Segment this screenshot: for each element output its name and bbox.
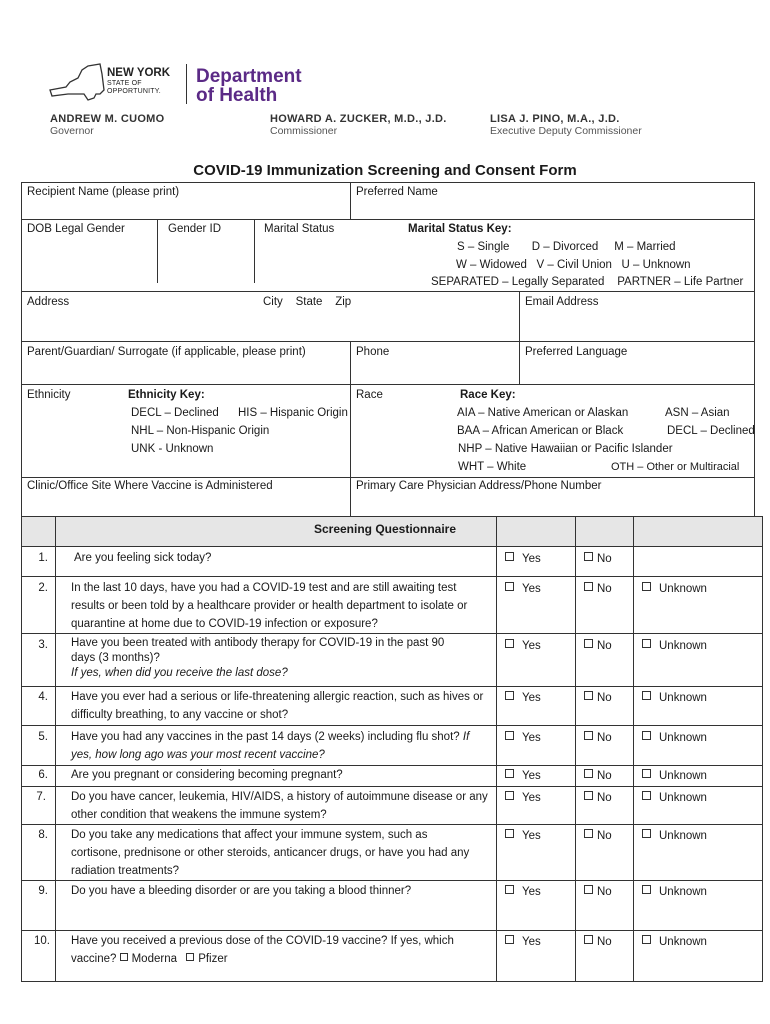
dob-legal-gender-field[interactable]: DOB Legal Gender [27, 223, 125, 235]
q9-unknown-checkbox[interactable]: Unknown [642, 885, 707, 898]
question-number: 4. [38, 691, 48, 703]
clinic-site-field[interactable]: Clinic/Office Site Where Vaccine is Administered [27, 480, 273, 492]
question-text: In the last 10 days, have you had a COVID-19 test and are still awaiting test results or been told by a healthcare provider or health department to isolate or quarantine at home due to COVID-19 infection or exposure? [71, 582, 468, 630]
q7-yes-checkbox[interactable]: Yes [505, 791, 541, 804]
email-field[interactable]: Email Address [525, 296, 599, 308]
ethnicity-key-line: UNK - Unknown [131, 443, 214, 455]
q9-no-checkbox[interactable]: No [584, 885, 612, 898]
q6-yes-checkbox[interactable]: Yes [505, 769, 541, 782]
question-text: Have you been treated with antibody therapy for COVID-19 in the past 90 days (3 months)? If yes, when did you receive the last dose? [71, 637, 445, 679]
guardian-field[interactable]: Parent/Guardian/ Surrogate (if applicable, please print) [27, 346, 306, 358]
preferred-name-field[interactable]: Preferred Name [356, 186, 438, 198]
marital-key-line: S – Single D – Divorced M – Married [457, 241, 676, 253]
question-number: 9. [38, 885, 48, 897]
q10-unknown-checkbox[interactable]: Unknown [642, 935, 707, 948]
question-number: 6. [38, 769, 48, 781]
marital-status-field[interactable]: Marital Status [264, 223, 335, 235]
q5-yes-checkbox[interactable]: Yes [505, 731, 541, 744]
question-text: Do you have cancer, leukemia, HIV/AIDS, a history of autoimmune disease or any other condition that weakens the immune system? [71, 791, 488, 821]
q1-yes-checkbox[interactable]: Yes [505, 552, 541, 565]
ethnicity-key-line: DECL – Declined HIS – Hispanic Origin [131, 407, 348, 419]
race-field[interactable]: Race [356, 389, 383, 401]
q4-unknown-checkbox[interactable]: Unknown [642, 691, 707, 704]
question-number: 8. [38, 829, 48, 841]
q7-no-checkbox[interactable]: No [584, 791, 612, 804]
state-logo-subtitle: STATE OF OPPORTUNITY. [107, 80, 161, 95]
question-number: 10. [34, 935, 50, 947]
q6-no-checkbox[interactable]: No [584, 769, 612, 782]
question-number: 7. [36, 791, 46, 803]
race-key-line: NHP – Native Hawaiian or Pacific Islander [458, 443, 673, 455]
race-key-line: BAA – African American or Black [457, 425, 624, 437]
q2-yes-checkbox[interactable]: Yes [505, 582, 541, 595]
city-state-zip-field[interactable]: City State Zip [263, 296, 352, 308]
question-text: Are you pregnant or considering becoming pregnant? [71, 769, 343, 781]
marital-key-line: W – Widowed V – Civil Union U – Unknown [456, 259, 691, 271]
recipient-name-field[interactable]: Recipient Name (please print) [27, 186, 180, 198]
ethnicity-field[interactable]: Ethnicity [27, 389, 71, 401]
q10-yes-checkbox[interactable]: Yes [505, 935, 541, 948]
question-number: 2. [38, 582, 48, 594]
race-key-line: AIA – Native American or Alaskan [457, 407, 629, 419]
race-key-title: Race Key: [460, 389, 516, 401]
question-text: Have you received a previous dose of the COVID-19 vaccine? If yes, which vaccine? Moderna Pfizer [71, 935, 454, 965]
q2-no-checkbox[interactable]: No [584, 582, 612, 595]
q7-unknown-checkbox[interactable]: Unknown [642, 791, 707, 804]
question-text: Have you ever had a serious or life-threatening allergic reaction, such as hives or difficulty breathing, to any vaccine or shot? [71, 691, 484, 721]
pfizer-checkbox[interactable]: Pfizer [186, 953, 227, 965]
race-key-line: OTH – Other or Multiracial [611, 461, 740, 473]
q2-unknown-checkbox[interactable]: Unknown [642, 582, 707, 595]
marital-status-key-title: Marital Status Key: [408, 223, 512, 235]
race-key-line: WHT – White [458, 461, 527, 473]
q1-no-checkbox[interactable]: No [584, 552, 612, 565]
state-logo-title: NEW YORK [107, 67, 171, 79]
department-of-health-logo: Department of Health [196, 66, 302, 106]
q8-unknown-checkbox[interactable]: Unknown [642, 829, 707, 842]
ethnicity-key-title: Ethnicity Key: [128, 389, 205, 401]
q10-no-checkbox[interactable]: No [584, 935, 612, 948]
moderna-checkbox[interactable]: Moderna [120, 953, 177, 965]
new-york-state-map-icon [48, 60, 106, 102]
phone-field[interactable]: Phone [356, 346, 390, 358]
q9-yes-checkbox[interactable]: Yes [505, 885, 541, 898]
question-text: Do you have a bleeding disorder or are you taking a blood thinner? [71, 885, 412, 897]
q8-no-checkbox[interactable]: No [584, 829, 612, 842]
race-key-line: DECL – Declined [667, 425, 755, 437]
q3-unknown-checkbox[interactable]: Unknown [642, 639, 707, 652]
gender-id-field[interactable]: Gender ID [168, 223, 222, 235]
pcp-field[interactable]: Primary Care Physician Address/Phone Number [356, 480, 602, 492]
ethnicity-key-line: NHL – Non-Hispanic Origin [131, 425, 270, 437]
q5-unknown-checkbox[interactable]: Unknown [642, 731, 707, 744]
q6-unknown-checkbox[interactable]: Unknown [642, 769, 707, 782]
q4-yes-checkbox[interactable]: Yes [505, 691, 541, 704]
question-text: Do you take any medications that affect your immune system, such as cortisone, prednisone or other steroids, anticancer drugs, or have you had any radiation treatments? [71, 829, 470, 877]
q3-yes-checkbox[interactable]: Yes [505, 639, 541, 652]
official-commissioner: HOWARD A. ZUCKER, M.D., J.D. Commissioner [270, 113, 447, 137]
q4-no-checkbox[interactable]: No [584, 691, 612, 704]
q3-no-checkbox[interactable]: No [584, 639, 612, 652]
address-field[interactable]: Address [27, 296, 70, 308]
form-title: COVID-19 Immunization Screening and Consent Form [193, 162, 577, 179]
q8-yes-checkbox[interactable]: Yes [505, 829, 541, 842]
logo-divider [186, 64, 187, 104]
race-key-line: ASN – Asian [665, 407, 730, 419]
q5-no-checkbox[interactable]: No [584, 731, 612, 744]
official-governor: ANDREW M. CUOMO Governor [50, 113, 165, 137]
question-text: Have you had any vaccines in the past 14 days (2 weeks) including flu shot? If yes, how long ago was your most recent vaccine? [71, 731, 470, 761]
preferred-language-field[interactable]: Preferred Language [525, 346, 628, 358]
question-number: 1. [38, 552, 48, 564]
question-number: 5. [38, 731, 48, 743]
question-number: 3. [38, 639, 48, 651]
question-text: Are you feeling sick today? [74, 552, 212, 564]
marital-key-line: SEPARATED – Legally Separated PARTNER – Life Partner [431, 276, 744, 288]
official-deputy-commissioner: LISA J. PINO, M.A., J.D. Executive Deputy Commissioner [490, 113, 642, 137]
questionnaire-heading: Screening Questionnaire [313, 522, 457, 536]
